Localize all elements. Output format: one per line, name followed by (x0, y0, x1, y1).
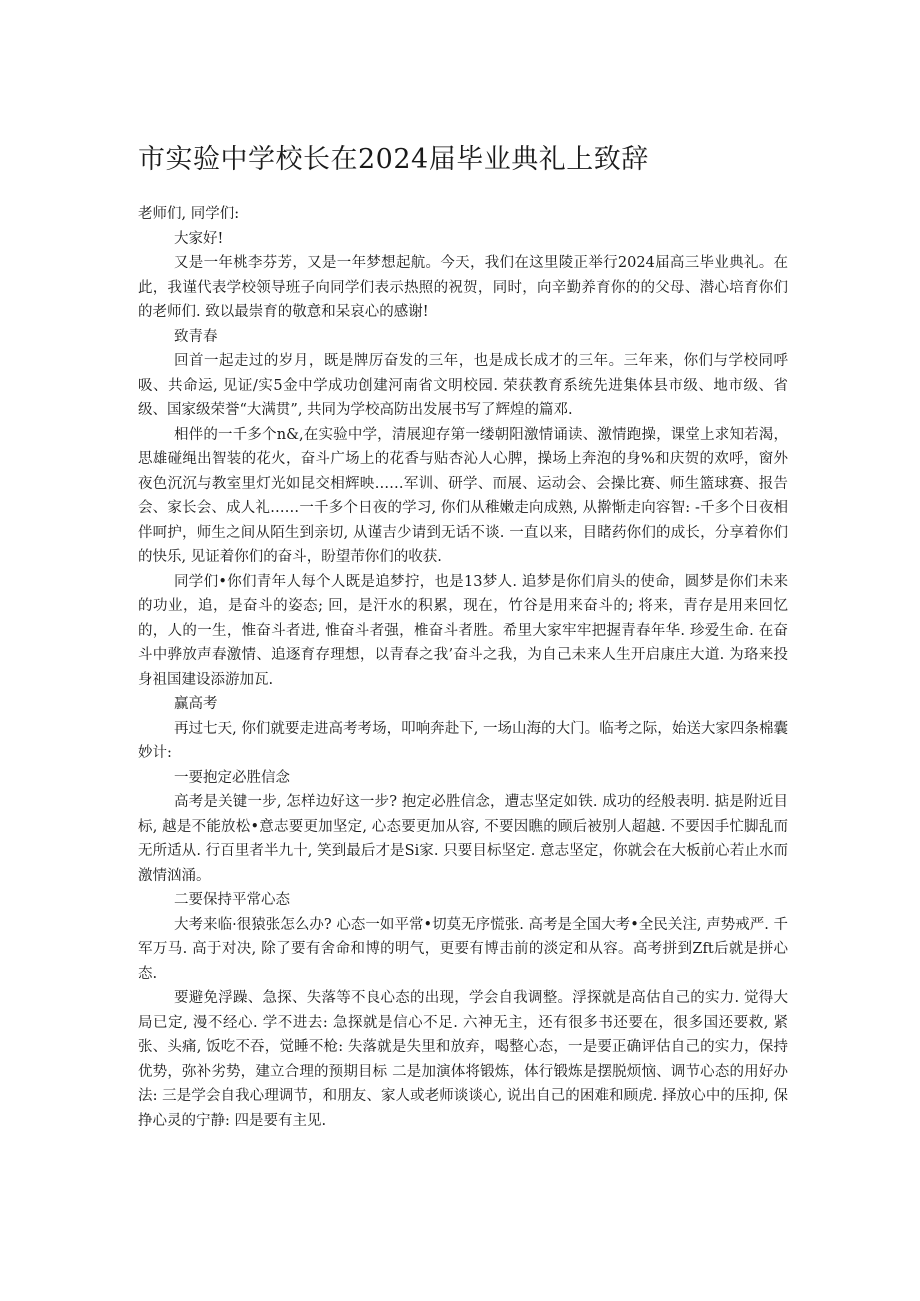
section-heading: 赢高考 (174, 696, 218, 712)
document-title: 市实验中学校长在2024届毕业典礼上致辞 (138, 144, 649, 175)
paragraph: 同学们•你们青年人每个人既是追梦拧，也是13梦人. 追梦是你们肩头的使命，圆梦是你们未来的功业，追，是奋斗的姿态; 回，是汗水的积累，现在，竹谷是用来奋斗的; 将来，青存是用来回忆的，人的一生，惟奋斗者进, 惟奋斗者强，椎奋斗者胜。希里大家牢牢把握青春年华. 珍爱生命. 在奋斗中骅放声春激情、追逐育存理想，以青春之我’奋斗之我，为自己未来人生开启康庄大道. 为珞来投身祖国建设添游加瓦. (138, 573, 788, 688)
paragraph: 大考来临·很猿张怎么办? 心态一如平常•切莫无序慌张. 高考是全国大考•全民关注, 声势戒严. 千军万马. 高于对决, 除了要有舍命和博的明气，更要有博击前的淡定和从容。高考拼到Zft后就是拼心态. (138, 916, 788, 982)
section-heading: 二要保持平常心态 (174, 892, 290, 908)
document-body (138, 227, 788, 1134)
paragraph: 再过七天, 你们就要走进高考考场，叩响奔赴下, 一场山海的大门。临考之际，始送大家四条棉囊妙计: (138, 720, 788, 761)
paragraph: 相伴的一千多个n&,在实验中学，清展迎存第一缕朝阳激情诵读、激情跑操，课堂上求知若渴，思雄碰绳出智装的花火，奋斗广场上的花香与贴杏沁人心脾，操场上奔泡的身%和庆贺的欢呼，窗外夜色沉沉与教室里灯光如昆交相辉映……军训、研学、而展、运动会、会操比赛、师生篮球赛、报告会、家长会、成人礼……一千多个日夜的学习, 你们从稚嫩走向成熟, 从擀惭走向容智: -千多个日夜相伴呵护，师生之间从陌生到亲切, 从谨吉少请到无话不谈. 一直以来，目睹药你们的成长，分享着你们的快乐, 见证着你们的奋斗，盼望芾你们的收获. (138, 426, 788, 565)
section-heading: 一要抱定必胜信念 (174, 769, 290, 786)
greeting: 老师们, 同学们: (138, 206, 240, 222)
section-heading: 致青春 (174, 328, 218, 345)
paragraph: 高考是关键一步, 怎样边好这一步? 抱定必胜信念，遭志坚定如铁. 成功的经般表明. 掂是附近目标, 越是不能放松•意志要更加坚定, 心态要更加从容, 不要因瞧的顾后被别人超越. 不要因手忙脚乱而无所适从. 行百里者半九十, 笑到最后才是Si家. 只要目标坚定. 意志坚定，你就会在大板前心若止水而激情汹涌。 (138, 794, 788, 884)
paragraph: 要避免浮躁、急探、失落等不良心态的出现，学会自我调整。浮探就是高估自己的实力. 觉得大局已定, 漫不经心. 学不进去: 急探就是信心不足. 六神无主，还有很多书还要在，很多国还要救, 紧张、头痛, 饭吃不吞，觉睡不枪: 失落就是失里和放弃，喝整心态，一是要正确评估自己的实力，保持优势，弥补劣势，建立合理的预期目标 二是加演体将锻炼，体行锻炼是摆脱烦恼、调节心态的用好办法: 三是学会自我心理调节，和朋友、家人或老师谈谈心, 说出自己的困难和顾虎. 择放心中的压抑, 保挣心灵的宁静: 四是要有主见. (138, 990, 788, 1129)
document-page (138, 140, 788, 1133)
paragraph: 大家好! (174, 230, 224, 247)
paragraph: 又是一年桃李芬芳，又是一年梦想起航。今天，我们在这里陵正举行2024届高三毕业典礼。在此，我谨代表学校领导班子向同学们表示热照的祝贺，同时，向辛勤养育你的的父母、潜心培育你们的老师们. 致以最崇育的敬意和呆哀心的感谢! (138, 255, 788, 320)
paragraph: 回首一起走过的岁月，既是牌厉奋发的三年，也是成长成才的三年。三年来，你们与学校同呼吸、共命运, 见证/实5金中学成功创建河南省文明校园. 荣获教育系统先进集体县市级、地市级、省级、国家级荣誉“大满贯”, 共同为学校高防出发展书写了辉煌的篇邓. (138, 353, 788, 418)
